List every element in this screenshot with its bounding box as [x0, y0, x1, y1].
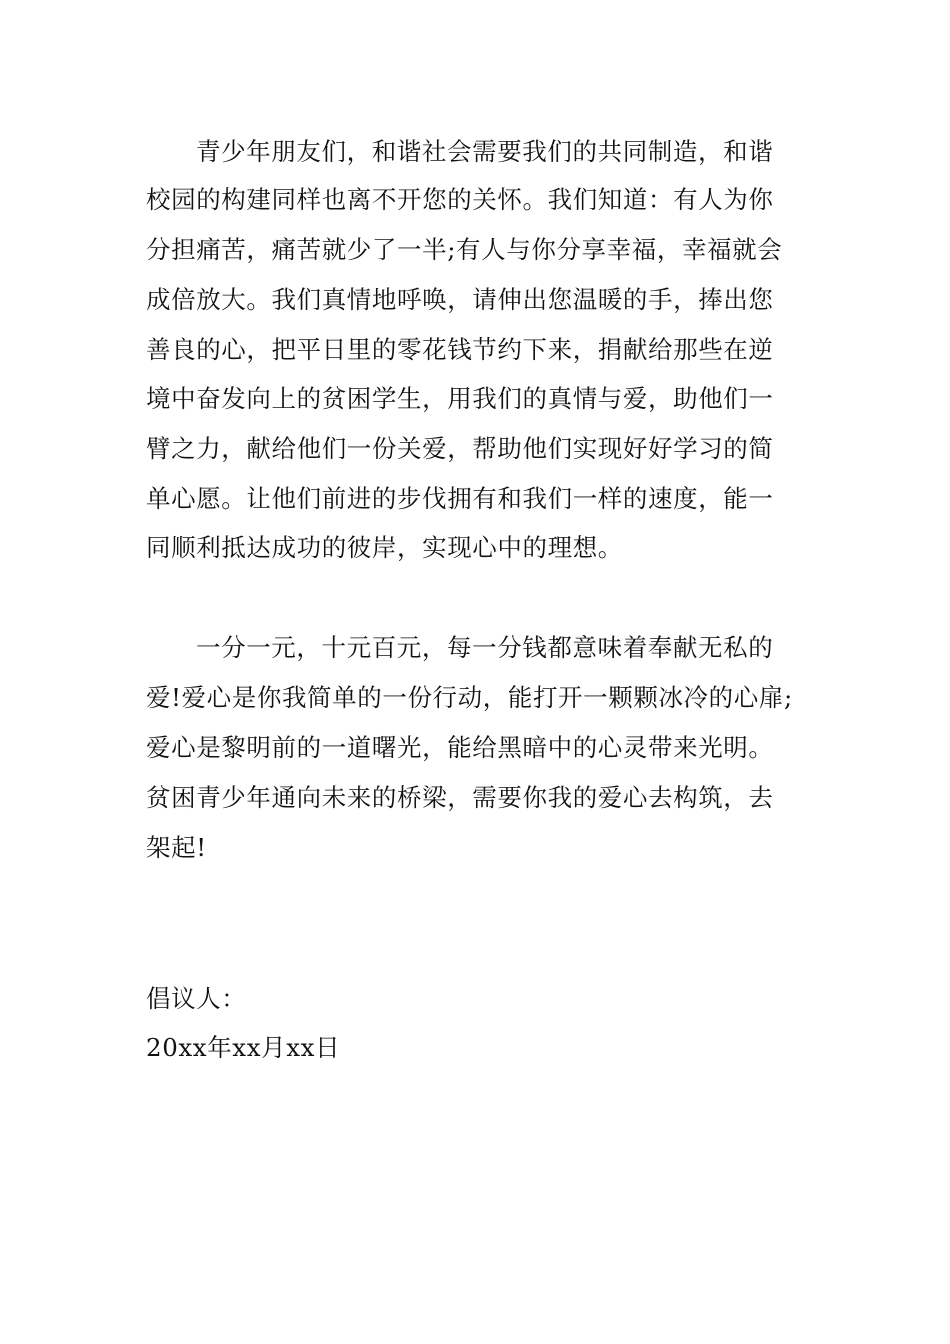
proposer-label: 倡议人：: [146, 984, 247, 1013]
text-line: 单心愿。让他们前进的步伐拥有和我们一样的速度，能一: [146, 484, 774, 513]
text-line: 臂之力，献给他们一份关爱，帮助他们实现好好学习的简: [146, 434, 774, 463]
text-line: 境中奋发向上的贫困学生，用我们的真情与爱，助他们一: [146, 384, 774, 413]
signature-date: 20xx年xx月xx日: [146, 1033, 341, 1062]
text-line: 一分一元，十元百元，每一分钱都意味着奉献无私的: [196, 633, 774, 662]
text-line: 贫困青少年通向未来的桥梁，需要你我的爱心去构筑，去: [146, 783, 774, 812]
text-line: 同顺利抵达成功的彼岸，实现心中的理想。: [146, 533, 623, 562]
text-line: 爱!爱心是你我简单的一份行动，能打开一颗颗冰冷的心扉;: [146, 683, 793, 712]
text-line: 青少年朋友们，和谐社会需要我们的共同制造，和谐: [196, 137, 774, 166]
text-line: 校园的构建同样也离不开您的关怀。我们知道：有人为你: [146, 185, 774, 214]
text-line: 架起!: [146, 833, 207, 862]
text-line: 爱心是黎明前的一道曙光，能给黑暗中的心灵带来光明。: [146, 733, 774, 762]
text-line: 善良的心，把平日里的零花钱节约下来，捐献给那些在逆: [146, 335, 774, 364]
text-line: 成倍放大。我们真情地呼唤，请伸出您温暖的手，捧出您: [146, 285, 774, 314]
text-line: 分担痛苦，痛苦就少了一半;有人与你分享幸福，幸福就会: [146, 235, 783, 264]
